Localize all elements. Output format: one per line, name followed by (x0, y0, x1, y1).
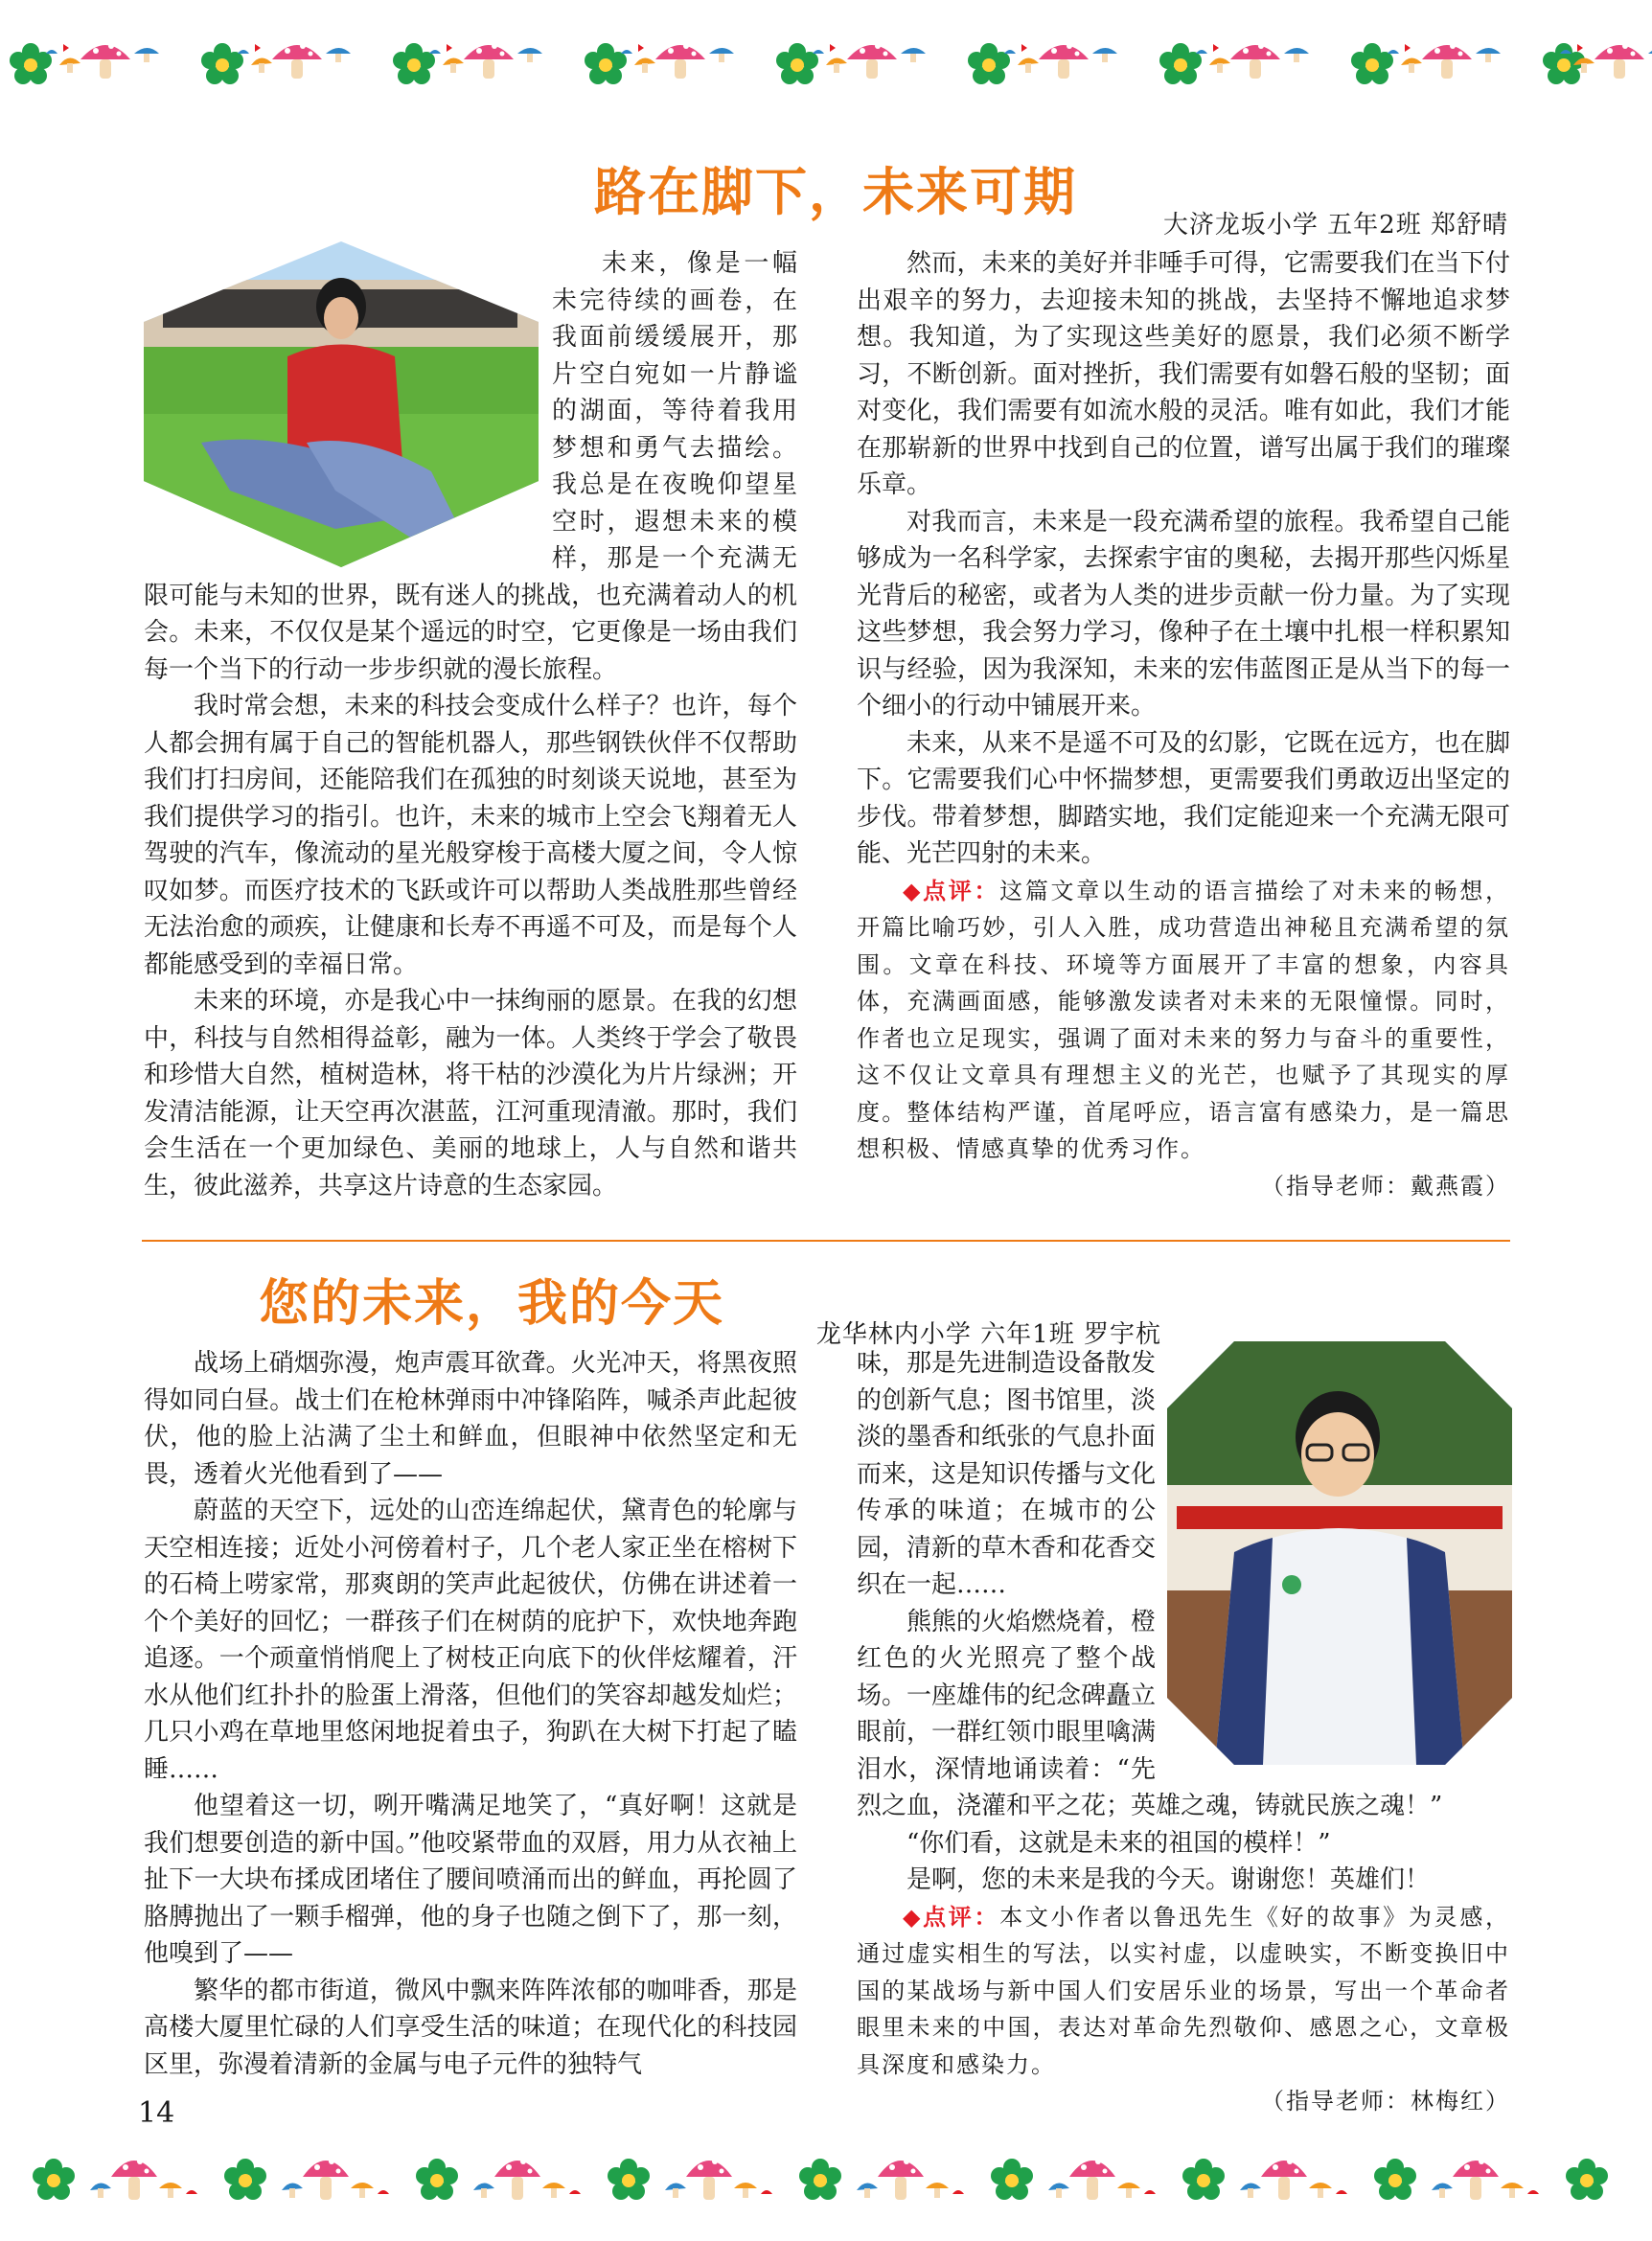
article-divider (142, 1240, 1510, 1242)
top-decorative-border (0, 21, 1652, 98)
comment-label: ◆点评： (903, 877, 1000, 904)
article2-right-continuation: 味，那是先进制造设备散发的创新气息；图书馆里，淡淡的墨香和纸张的气息扑面而来，这是知识传播与文化传承的味道；在城市的公园，清新的草木香和花香交织在一起…… (857, 1349, 1157, 1599)
article2-right-paragraph: “你们看，这就是未来的祖国的模样！” (906, 1828, 1331, 1858)
article1-right-paragraph: 对我而言，未来是一段充满希望的旅程。我希望自己能够成为一名科学家，去探索宇宙的奥秘，去揭开那些闪烁星光背后的秘密，或者为人类的进步贡献一份力量。为了实现这些梦想，我会努力学习，像种子在土壤中扎根一样积累知识与经验，因为我深知，未来的宏伟蓝图正是从当下的每一个细小的行动中铺展开来。 (857, 507, 1510, 720)
article2-teacher: （指导老师：林梅红） (1261, 2088, 1510, 2115)
article1-left-paragraph: 未来，像是一幅未完待续的画卷，在我面前缓缓展开，那片空白宛如一片静谧的湖面，等待着我用梦想和勇气去描绘。我总是在夜晚仰望星空时，遐想未来的模样，那是一个充满无限可能与未知的世界，既有迷人的挑战，也充满着动人的机会。未来，不仅仅是某个遥远的时空，它更像是一场由我们每一个当下的行动一步步织就的漫长旅程。 (144, 249, 797, 684)
article1-left-paragraph: 我时常会想，未来的科技会变成什么样子？也许，每个人都会拥有属于自己的智能机器人，那些钢铁伙伴不仅帮助我们打扫房间，还能陪我们在孤独的时刻谈天说地，甚至为我们提供学习的指引。也许，未来的城市上空会飞翔着无人驾驶的汽车，像流动的星光般穿梭于高楼大厦之间，令人惊叹如梦。而医疗技术的飞跃或许可以帮助人类战胜那些曾经无法治愈的顽疾，让健康和长寿不再遥不可及，而是每个人都能感受到的幸福日常。 (144, 692, 797, 979)
border-mushroom-icon (90, 2159, 197, 2200)
article1-right-paragraph: 然而，未来的美好并非唾手可得，它需要我们在当下付出艰辛的努力，去迎接未知的挑战，去坚持不懈地追求梦想。我知道，为了实现这些美好的愿景，我们必须不断学习，不断创新。面对挫折，我们需要有如磐石般的坚韧；面对变化，我们需要有如流水般的灵活。唯有如此，我们才能在那崭新的世界中找到自己的位置，谱写出属于我们的璀璨乐章。 (857, 249, 1510, 499)
article1-title: 路在脚下，未来可期 (594, 162, 1077, 222)
article1-left-paragraph: 未来的环境，亦是我心中一抹绚丽的愿景。在我的幻想中，科技与自然相得益彰，融为一体。人类终于学会了敬畏和珍惜大自然，植树造林，将干枯的沙漠化为片片绿洲；开发清洁能源，让天空再次湛蓝，江河重现清澈。那时，我们会生活在一个更加绿色、美丽的地球上，人与自然和谐共生，彼此滋养，共享这片诗意的生态家园。 (144, 987, 797, 1201)
article2-comment (857, 1899, 1510, 2120)
article1-left-column (144, 245, 797, 1204)
bottom-decorative-border (0, 2138, 1652, 2215)
border-flower-icon (33, 2159, 75, 2200)
article2-byline: 龙华林内小学 六年1班 罗宇杭 (815, 1320, 1161, 1349)
article2-right-paragraph: 是啊，您的未来是我的今天。谢谢您！英雄们！ (906, 1865, 1431, 1894)
article2-right-paragraph: 熊熊的火焰燃烧着，橙红色的火光照亮了整个战场。一座雄伟的纪念碑矗立眼前，一群红领巾眼里噙满泪水，深情地诵读着：“先烈之血，浇灌和平之花；英雄之魂，铸就民族之魂！” (857, 1607, 1443, 1820)
border-mushroom-icon (46, 43, 159, 79)
comment-label: ◆点评： (903, 1903, 1000, 1931)
article2-right-column (857, 1345, 1510, 2120)
article1-right-column (857, 245, 1510, 1204)
article2-left-paragraph: 战场上硝烟弥漫，炮声震耳欲聋。火光冲天，将黑夜照得如同白昼。战士们在枪林弹雨中冲锋陷阵，喊杀声此起彼伏，他的脸上沾满了尘土和鲜血，但眼神中依然坚定和无畏，透着火光他看到了—— (144, 1349, 797, 1489)
article1-byline: 大济龙坂小学 五年2班 郑舒晴 (1162, 211, 1508, 240)
article1-author-photo (144, 241, 539, 567)
article2-left-paragraph: 他望着这一切，咧开嘴满足地笑了，“真好啊！这就是我们想要创造的新中国。”他咬紧带血的双唇，用力从衣袖上扯下一大块布揉成团堵住了腰间喷涌而出的鲜血，再抡圆了胳膊抛出了一颗手榴弹，他的身子也随之倒下了，那一刻，他嗅到了—— (144, 1792, 797, 1968)
article2-left-column (144, 1345, 797, 2083)
article2-left-paragraph: 繁华的都市街道，微风中飘来阵阵浓郁的咖啡香，那是高楼大厦里忙碌的人们享受生活的味道；在现代化的科技园区里，弥漫着清新的金属与电子元件的独特气 (144, 1976, 797, 2079)
border-flower-icon (10, 43, 52, 84)
article1-right-paragraph: 未来，从来不是遥不可及的幻影，它既在远方，也在脚下。它需要我们心中怀揣梦想，更需要我们勇敢迈出坚定的步伐。带着梦想，脚踏实地，我们定能迎来一个充满无限可能、光芒四射的未来。 (857, 728, 1510, 868)
comment-text: 这篇文章以生动的语言描绘了对未来的畅想，开篇比喻巧妙，引人入胜，成功营造出神秘且充满希望的氛围。文章在科技、环境等方面展开了丰富的想象，内容具体，充满画面感，能够激发读者对未来的无限憧憬。同时，作者也立足现实，强调了面对未来的努力与奋斗的重要性，这不仅让文章具有理想主义的光芒，也赋予了其现实的厚度。整体结构严谨，首尾呼应，语言富有感染力，是一篇思想积极、情感真挚的优秀习作。 (857, 877, 1511, 1162)
article2-left-paragraph: 蔚蓝的天空下，远处的山峦连绵起伏，黛青色的轮廓与天空相连接；近处小河傍着村子，几个老人家正坐在榕树下的石椅上唠家常，那爽朗的笑声此起彼伏，仿佛在讲述着一个个美好的回忆；一群孩子们在树荫的庇护下，欢快地奔跑追逐。一个顽童悄悄爬上了树枝正向底下的伙伴炫耀着，汗水从他们红扑扑的脸蛋上滑落，但他们的笑容却越发灿烂；几只小鸡在草地里悠闲地捉着虫子，狗趴在大树下打起了瞌睡…… (144, 1497, 797, 1784)
article1-comment (857, 873, 1510, 1205)
article1-teacher: （指导老师：戴燕霞） (1261, 1172, 1510, 1200)
article2-author-photo (1167, 1341, 1512, 1765)
page-number: 14 (138, 2096, 175, 2130)
comment-text: 本文小作者以鲁迅先生《好的故事》为灵感，通过虚实相生的写法，以实衬虚，以虚映实，不断变换旧中国的某战场与新中国人们安居乐业的场景，写出一个革命者眼里未来的中国，表达对革命先烈敬仰、感恩之心，文章极具深度和感染力。 (857, 1903, 1511, 2078)
article2-title: 您的未来，我的今天 (259, 1275, 725, 1333)
